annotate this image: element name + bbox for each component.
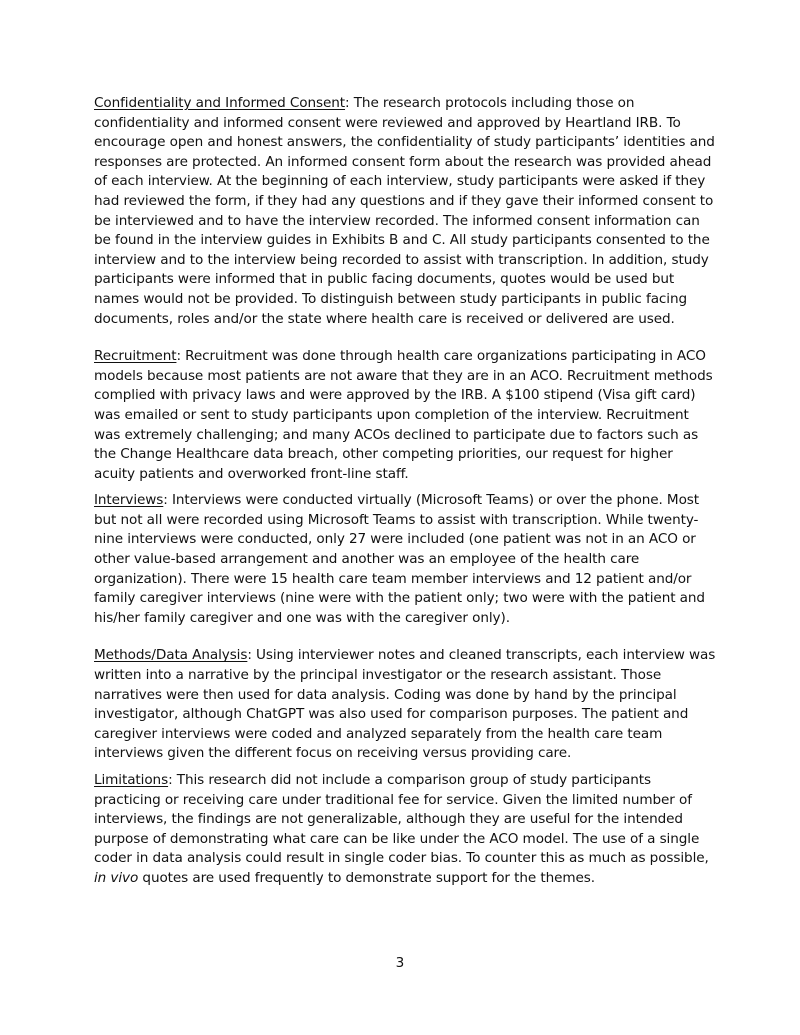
section-methods	[94, 646, 716, 764]
section-recruitment	[94, 347, 716, 484]
section-heading-interviews: Interviews	[94, 492, 164, 509]
section-interviews	[94, 491, 716, 628]
section-heading-confidentiality: Confidentiality and Informed Consent	[94, 95, 346, 111]
section-limitations	[94, 771, 716, 889]
section-heading-recruitment: Recruitment	[94, 348, 177, 365]
document-page	[94, 94, 716, 889]
section-heading-limitations: Limitations	[94, 772, 169, 788]
section-confidentiality	[94, 94, 716, 329]
page-number: 3	[395, 955, 405, 971]
section-body-methods: : Using interviewer notes and cleaned transcripts, each interview was written into a narrative by the principal investigator or the research assistant. Those narratives were then used for data analysis. Coding was done by hand by the principal investigator, although ChatGPT was also used for comparison purposes. The patient and caregiver interviews were coded and analyzed separately from the health care team interviews given the different focus on receiving versus providing care.	[94, 647, 716, 762]
section-body-recruitment: : Recruitment was done through health care organizations participating in ACO models because most patients are not aware that they are in an ACO. Recruitment methods complied with privacy laws and were approved by the IRB. A $100 stipend (Visa gift card) was emailed or sent to study participants upon completion of the interview. Recruitment was extremely challenging; and many ACOs declined to participate due to factors such as the Change Healthcare data breach, other competing priorities, our request for higher acuity patients and overworked front-line staff.	[94, 348, 713, 482]
section-heading-methods: Methods/Data Analysis	[94, 647, 248, 664]
section-body-limitations-end: quotes are used frequently to demonstrate support for the themes.	[138, 869, 595, 886]
section-body-interviews: : Interviews were conducted virtually (Microsoft Teams) or over the phone. Most but not all were recorded using Microsoft Teams to assist with transcription. While twenty-nine interviews were conducted, only 27 were included (one patient was not in an ACO or other value-based arrangement and another was an employee of the health care organization). There were 15 health care team member interviews and 12 patient and/or family caregiver interviews (nine were with the patient only; two were with the patient and his/her family caregiver and one was with the caregiver only).	[94, 492, 705, 626]
section-body-confidentiality: : The research protocols including those on confidentiality and informed consent were reviewed and approved by Heartland IRB. To encourage open and honest answers, the confidentiality of study participants’ identities and responses are protected. An informed consent form about the research was provided ahead of each interview. At the beginning of each interview, study participants were asked if they had reviewed the form, if they had any questions and if they gave their informed consent to be interviewed and to have the interview recorded. The informed consent information can be found in the interview guides in Exhibits B and C. All study participants consented to the interview and to the interview being recorded to assist with transcription. In addition, study participants were informed that in public facing documents, quotes would be used but names would not be provided. To distinguish between study participants in public facing documents, roles and/or the state where health care is received or delivered are used.	[94, 95, 715, 327]
in-vivo-emphasis: in vivo	[94, 869, 139, 886]
section-body-limitations: : This research did not include a comparison group of study participants practicing or receiving care under traditional fee for service. Given the limited number of interviews, the findings are not generalizable, although they are useful for the intended purpose of demonstrating what care can be like under the ACO model. The use of a single coder in data analysis could result in single coder bias. To counter this as much as possible,	[94, 772, 709, 867]
